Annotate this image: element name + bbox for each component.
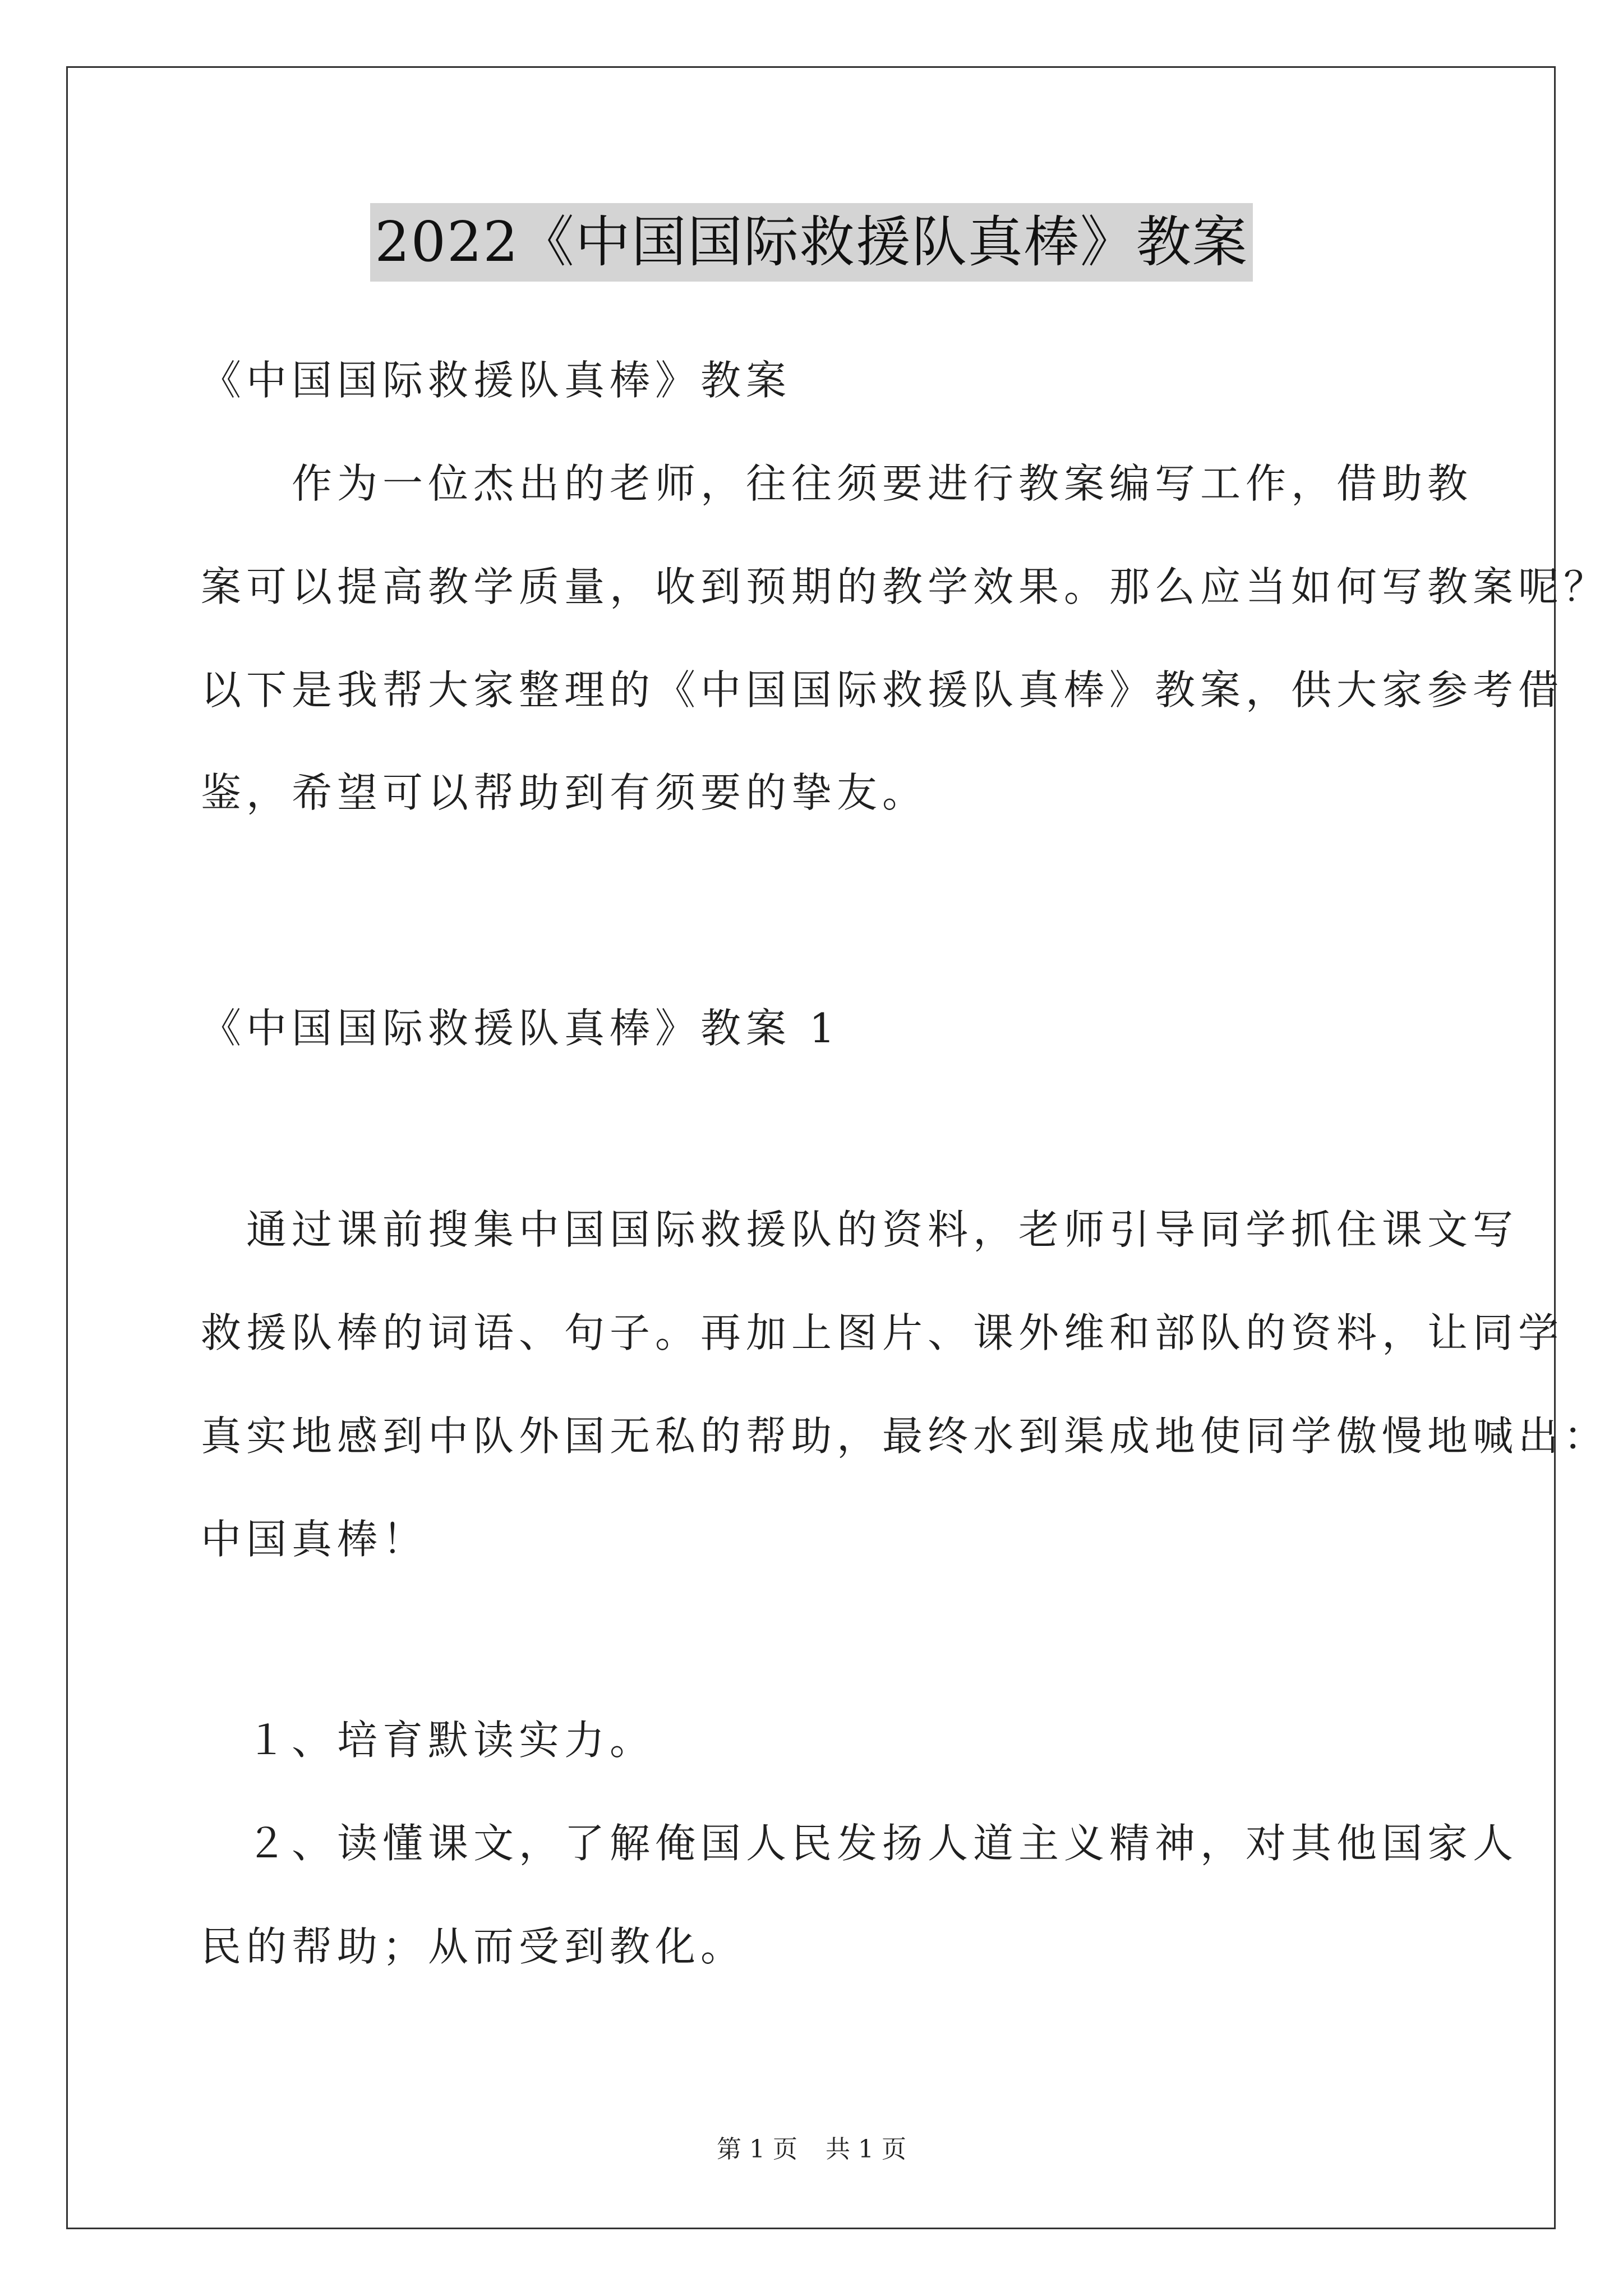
intro-paragraph-line: 鉴，希望可以帮助到有须要的挚友。 [201,769,928,816]
section-paragraph-line: 中国真棒！ [201,1516,428,1563]
intro-paragraph-line: 案可以提高教学质量，收到预期的教学效果。那么应当如何写教案呢？ [201,563,1610,610]
page-number: 第 1 页 [717,2135,797,2164]
intro-paragraph-line: 作为一位杰出的老师，往往须要进行教案编写工作，借助教 [201,460,1473,507]
page-total: 共 1 页 [826,2135,906,2164]
section-heading: 《中国国际救援队真棒》教案 1 [201,1005,840,1052]
goal-item-continuation: 民的帮助；从而受到教化。 [201,1923,746,1970]
intro-heading: 《中国国际救援队真棒》教案 [201,357,792,404]
goal-item: １、培育默读实力。 [201,1717,656,1764]
section-paragraph-line: 通过课前搜集中国国际救援队的资料，老师引导同学抓住课文写 [201,1206,1519,1253]
document-title: 2022《中国国际救援队真棒》教案 [370,203,1252,282]
page-footer [0,2134,1623,2165]
title-container [0,203,1623,282]
section-paragraph-line: 救援队棒的词语、句子。再加上图片、课外维和部队的资料，让同学 [201,1309,1564,1356]
intro-paragraph-line: 以下是我帮大家整理的《中国国际救援队真棒》教案，供大家参考借 [201,666,1564,714]
goal-item: ２、读懂课文，了解俺国人民发扬人道主义精神，对其他国家人 [201,1820,1519,1867]
section-paragraph-line: 真实地感到中队外国无私的帮助，最终水到渠成地使同学傲慢地喊出： [201,1412,1610,1460]
